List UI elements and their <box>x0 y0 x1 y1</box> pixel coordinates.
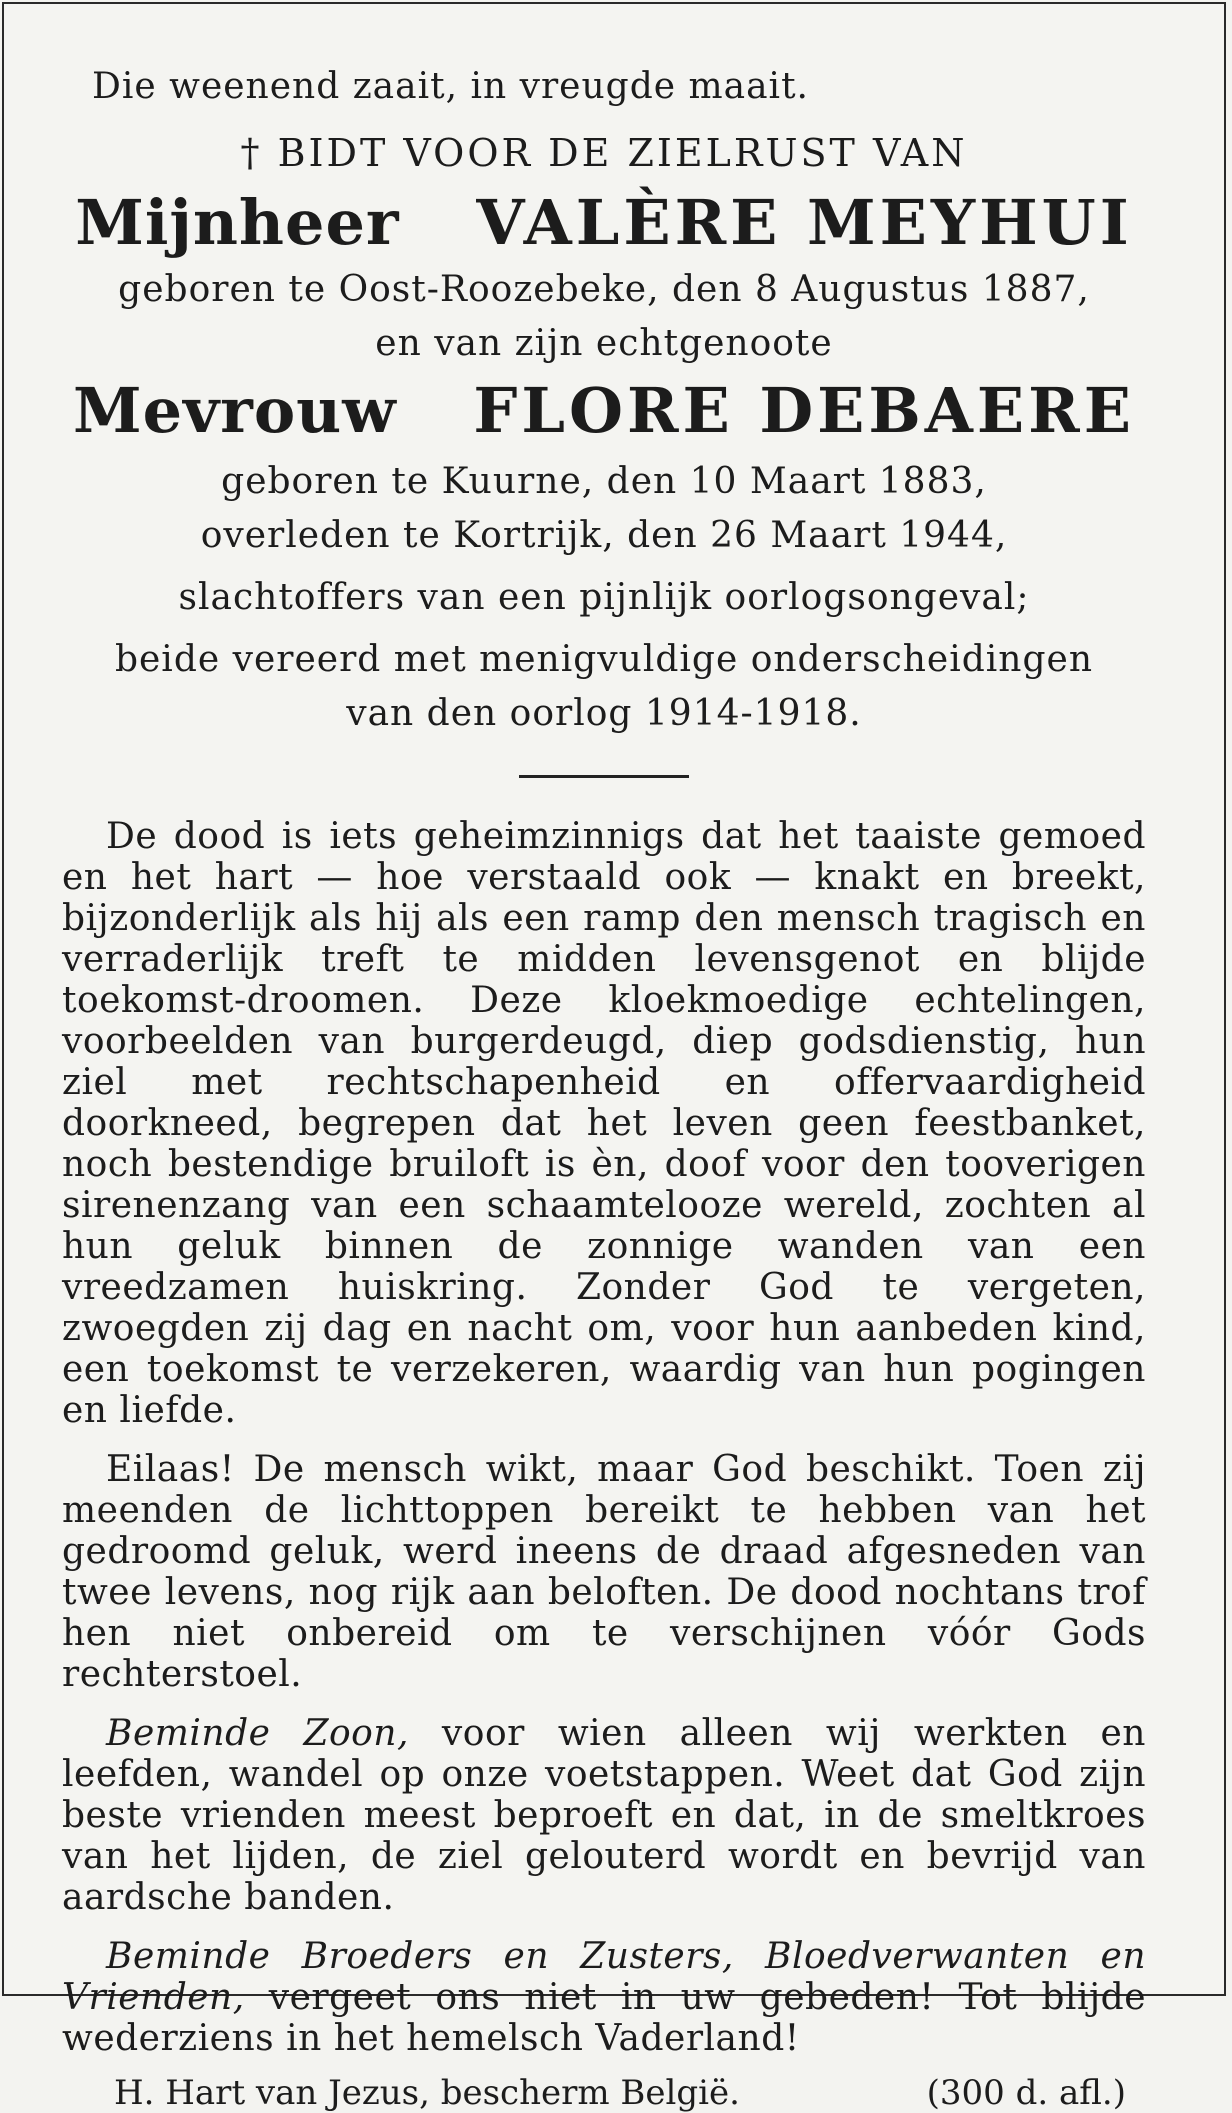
paragraph-3 <box>62 1713 1146 1918</box>
footer <box>62 2073 1146 2113</box>
footer-prayer: H. Hart van Jezus, bescherm België. <box>114 2073 740 2113</box>
paragraph-1: De dood is iets geheimzinnigs dat het taaiste gemoed en het hart — hoe verstaald ook — knakt en breekt, bijzonderlijk als hij als een ramp den mensch tragisch en verraderlijk treft te midden levensgenot en blijde toekomst-droomen. Deze kloekmoedige echtelingen, voorbeelden van burgerdeugd, diep godsdienstig, hun ziel met rechtschapenheid en offervaardigheid doorkneed, begrepen dat het leven geen feestbanket, noch bestendige bruiloft is èn, doof voor den tooverigen sirenenzang van een schaamtelooze wereld, zochten al hun geluk binnen de zonnige wanden van een vreedzamen huiskring. Zonder God te vergeten, zwoegden zij dag en nacht om, voor hun aanbeden kind, een toekomst te verzekeren, waardig van hun pogingen en liefde. <box>62 816 1146 1432</box>
paragraph-4-address: Beminde Broeders en Zusters, Bloedverwanten en Vrienden, <box>62 1936 1146 2019</box>
person1-name-line <box>62 186 1146 259</box>
prayer-header: BIDT VOOR DE ZIELRUST VAN <box>277 131 968 175</box>
indulgence: (300 d. afl.) <box>926 2073 1126 2113</box>
paragraph-3-text: voor wien alleen wij werkten en leefden, wandel op onze voetstappen. Weet dat God zijn beste vrienden meest beproeft en dat, in de smeltkroes van het lijden, de ziel gelouterd wordt en bevrijd van aardsche banden. <box>62 1713 1146 1919</box>
paragraph-3-address: Beminde Zoon, <box>106 1713 409 1755</box>
paragraph-2: Eilaas! De mensch wikt, maar God beschikt. Toen zij meenden de lichttoppen bereikt te hebben van het gedroomd geluk, werd ineens de draad afgesneden van twee levens, nog rijk aan beloften. De dood nochtans trof hen niet onbereid om te verschijnen vóór Gods rechterstoel. <box>62 1449 1146 1696</box>
person1-name: VALÈRE MEYHUI <box>476 186 1133 259</box>
person1-honorific: Mijnheer <box>75 186 400 259</box>
person1-birth: geboren te Oost-Roozebeke, den 8 Augustus 1887, <box>118 269 1090 311</box>
paragraph-4-text: vergeet ons niet in uw gebeden! Tot blijde wederziens in het hemelsch Vaderland! <box>62 1977 1146 2060</box>
divider <box>519 775 689 778</box>
paragraph-4 <box>62 1936 1146 2059</box>
person2-name: FLORE DEBAERE <box>473 374 1135 448</box>
cross-icon: † <box>240 131 263 175</box>
person2-birth: geboren te Kuurne, den 10 Maart 1883, <box>221 461 987 503</box>
honours-line-2: van den oorlog 1914-1918. <box>346 693 862 735</box>
card-content <box>62 44 1146 2113</box>
person2-honorific: Mevrouw <box>73 374 397 448</box>
death-line: overleden te Kortrijk, den 26 Maart 1944, <box>200 515 1008 557</box>
memorial-card <box>2 2 1226 2113</box>
motto: Die weenend zaait, in vreugde maait. <box>92 66 809 107</box>
prayer-header-line <box>62 131 1146 175</box>
honours-line-1: beide vereerd met menigvuldige onderscheidingen <box>114 639 1094 681</box>
victims-line: slachtoffers van een pijnlijk oorlogsongeval; <box>178 577 1030 619</box>
spouse-intro: en van zijn echtgenoote <box>375 323 833 365</box>
person2-name-line <box>62 374 1146 448</box>
